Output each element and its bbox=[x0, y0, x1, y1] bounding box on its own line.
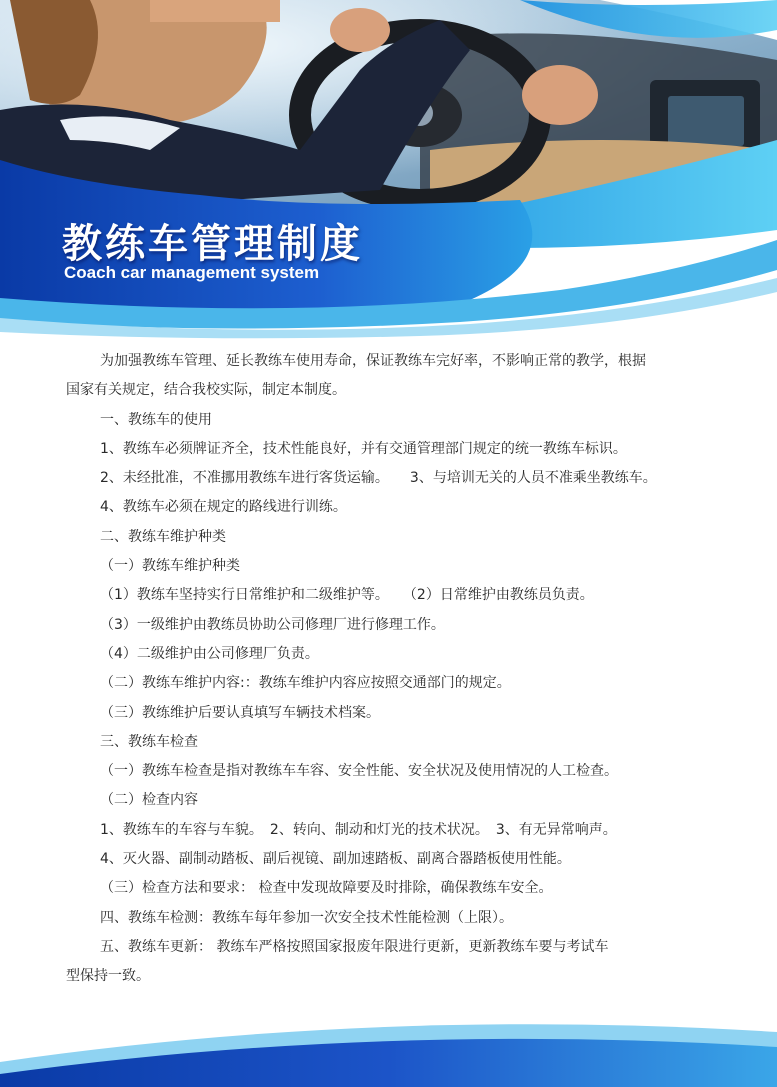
policy-line: 1、教练车的车容与车貌。 2、转向、制动和灯光的技术状况。 3、有无异常响声。 bbox=[100, 821, 617, 838]
policy-line: 五、教练车更新： 教练车严格按照国家报废年限进行更新，更新教练车要与考试车 bbox=[100, 938, 609, 955]
intro-line: 为加强教练车管理、延长教练车使用寿命，保证教练车完好率，不影响正常的教学，根据 bbox=[100, 353, 646, 369]
policy-line: （二）检查内容 bbox=[100, 792, 198, 809]
policy-line: （1）教练车坚持实行日常维护和二级维护等。 （2）日常维护由教练员负责。 bbox=[100, 587, 594, 604]
policy-line: 二、教练车维护种类 bbox=[100, 528, 226, 545]
footer-wave bbox=[0, 992, 777, 1087]
page-title: 教练车管理制度 bbox=[62, 221, 363, 267]
policy-body bbox=[66, 347, 725, 992]
policy-line: （一）教练车检查是指对教练车车容、安全性能、安全状况及使用情况的人工检查。 bbox=[100, 763, 618, 780]
policy-line: 2、未经批准，不准挪用教练车进行客货运输。 3、与培训无关的人员不准乘坐教练车。 bbox=[100, 470, 657, 487]
policy-line: 4、教练车必须在规定的路线进行训练。 bbox=[100, 499, 347, 516]
policy-line: 一、教练车的使用 bbox=[100, 411, 212, 428]
policy-line: （3）一级维护由教练员协助公司修理厂进行修理工作。 bbox=[100, 616, 445, 633]
footer-graphic bbox=[0, 992, 777, 1087]
policy-line: （三）教练维护后要认真填写车辆技术档案。 bbox=[100, 704, 380, 721]
policy-line: 4、灭火器、副制动踏板、副后视镜、副加速踏板、副离合器踏板使用性能。 bbox=[100, 851, 571, 868]
policy-line-continuation: 型保持一致。 bbox=[66, 968, 150, 985]
header-graphic bbox=[0, 0, 777, 340]
header-banner bbox=[0, 0, 777, 340]
policy-line: （一）教练车维护种类 bbox=[100, 558, 240, 575]
intro-continuation: 国家有关规定，结合我校实际，制定本制度。 bbox=[66, 382, 346, 399]
policy-line: 三、教练车检查 bbox=[100, 733, 198, 750]
page-subtitle: Coach car management system bbox=[64, 263, 320, 282]
policy-line: 四、教练车检测：教练车每年参加一次安全技术性能检测（上限）。 bbox=[100, 909, 513, 926]
policy-line: （三）检查方法和要求： 检查中发现故障要及时排除，确保教练车安全。 bbox=[100, 880, 553, 897]
policy-line: （二）教练车维护内容:：教练车维护内容应按照交通部门的规定。 bbox=[100, 675, 511, 692]
policy-line: （4）二级维护由公司修理厂负责。 bbox=[100, 645, 319, 662]
policy-line: 1、教练车必须牌证齐全，技术性能良好，并有交通管理部门规定的统一教练车标识。 bbox=[100, 440, 627, 457]
